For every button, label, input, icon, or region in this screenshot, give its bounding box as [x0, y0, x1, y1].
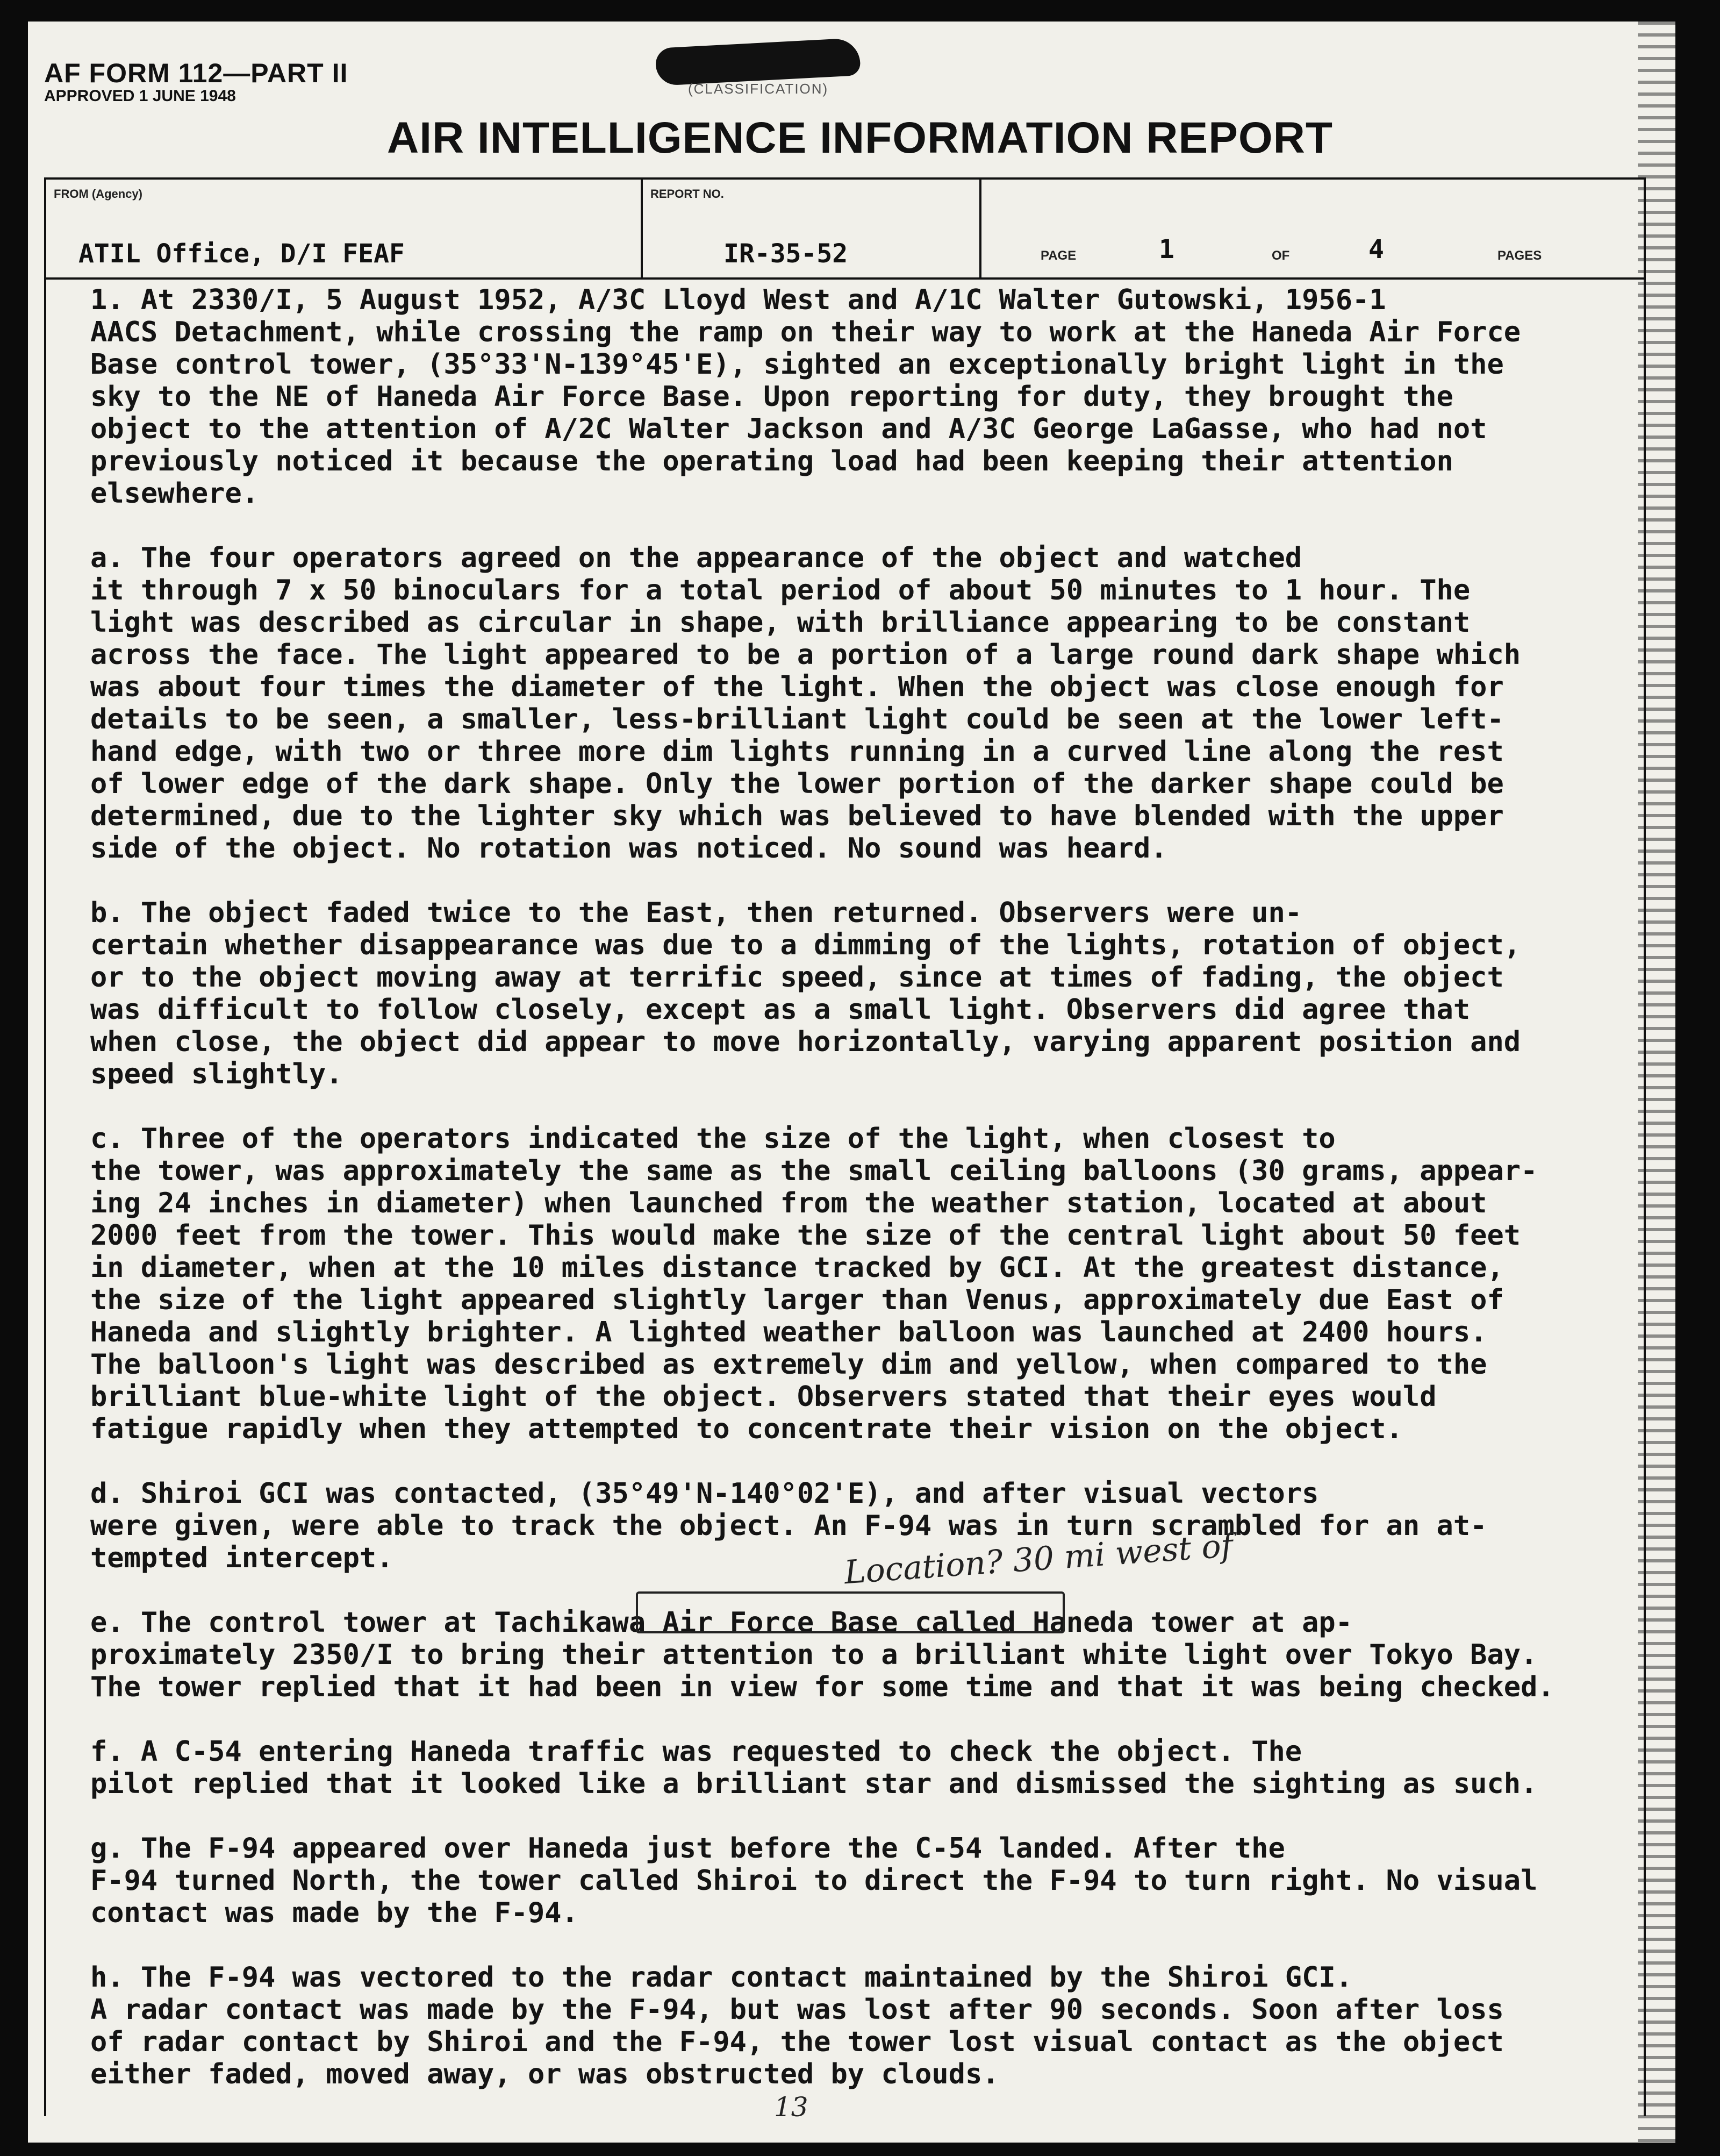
text-line: in diameter, when at the 10 miles distance tracked by GCI. At the greatest distance,: [90, 1252, 1504, 1284]
text-line: 1. At 2330/I, 5 August 1952, A/3C Lloyd West and A/1C Walter Gutowski, 1956-1: [90, 284, 1386, 316]
text-line: it through 7 x 50 binoculars for a total period of about 50 minutes to 1 hour. The: [90, 574, 1471, 606]
text-line: F-94 turned North, the tower called Shiroi to direct the F-94 to turn right. No visual: [90, 1865, 1538, 1897]
from-label: FROM (Agency): [54, 187, 142, 201]
report-number-label: REPORT NO.: [650, 187, 724, 201]
report-number-value: IR-35-52: [723, 239, 848, 269]
text-line: when close, the object did appear to move horizontally, varying apparent position and: [90, 1026, 1521, 1058]
pages-label: PAGES: [1497, 248, 1542, 263]
text-line: certain whether disappearance was due to a dimming of the lights, rotation of object,: [90, 929, 1521, 961]
text-line: Haneda and slightly brighter. A lighted weather balloon was launched at 2400 hours.: [90, 1316, 1487, 1348]
paragraph-1: [90, 284, 1654, 510]
text-line: The tower replied that it had been in view for some time and that it was being checked.: [90, 1671, 1554, 1703]
text-line: AACS Detachment, while crossing the ramp on their way to work at the Haneda Air Force: [90, 316, 1521, 348]
of-label: OF: [1272, 248, 1290, 263]
text-line: e. The control tower at Tachikawa Air Force Base called Haneda tower at ap-: [90, 1607, 1352, 1639]
paragraph-g: [90, 1832, 1654, 1929]
text-line: b. The object faded twice to the East, then returned. Observers were un-: [90, 897, 1302, 929]
text-line: f. A C-54 entering Haneda traffic was requested to check the object. The: [90, 1736, 1302, 1768]
from-value: ATIL Office, D/I FEAF: [78, 239, 405, 269]
text-line: tempted intercept.: [90, 1542, 393, 1574]
paragraph-c: [90, 1123, 1654, 1445]
text-line: fatigue rapidly when they attempted to concentrate their vision on the object.: [90, 1413, 1403, 1445]
handwritten-annotation: Location? 30 mi west of: [843, 1526, 1234, 1592]
text-line: object to the attention of A/2C Walter Jackson and A/3C George LaGasse, who had not: [90, 413, 1487, 445]
text-line: across the face. The light appeared to be a portion of a large round dark shape which: [90, 639, 1521, 671]
text-line: brilliant blue-white light of the object. Observers stated that their eyes would: [90, 1381, 1437, 1413]
text-line: d. Shiroi GCI was contacted, (35°49'N-140°02'E), and after visual vectors: [90, 1477, 1319, 1510]
text-line: or to the object moving away at terrific speed, since at times of fading, the object: [90, 961, 1504, 994]
report-title: AIR INTELLIGENCE INFORMATION REPORT: [386, 113, 1333, 162]
paragraph-b: [90, 897, 1654, 1090]
text-line: proximately 2350/I to bring their attention to a brilliant white light over Tokyo Bay.: [90, 1639, 1538, 1671]
text-line: speed slightly.: [90, 1058, 343, 1090]
text-line: determined, due to the lighter sky which was believed to have blended with the upper: [90, 800, 1504, 832]
text-line: the size of the light appeared slightly larger than Venus, approximately due East of: [90, 1284, 1504, 1316]
text-line: h. The F-94 was vectored to the radar contact maintained by the Shiroi GCI.: [90, 1961, 1352, 1994]
form-number: AF FORM 112—PART II: [44, 58, 348, 88]
text-line: g. The F-94 appeared over Haneda just before the C-54 landed. After the: [90, 1832, 1285, 1865]
handwritten-box-mark: [636, 1591, 1065, 1633]
text-line: 2000 feet from the tower. This would make the size of the central light about 50 feet: [90, 1219, 1521, 1252]
text-line: Base control tower, (35°33'N-139°45'E), sighted an exceptionally bright light in the: [90, 348, 1504, 381]
text-line: previously noticed it because the operating load had been keeping their attention: [90, 445, 1453, 477]
text-line: The balloon's light was described as extremely dim and yellow, when compared to the: [90, 1348, 1487, 1381]
handwritten-page-mark: 13: [774, 2091, 808, 2123]
text-line: were given, were able to track the object. An F-94 was in turn scrambled for an at-: [90, 1510, 1487, 1542]
page-number: 1: [1159, 234, 1174, 265]
text-line: ing 24 inches in diameter) when launched from the weather station, located at about: [90, 1187, 1487, 1219]
text-line: A radar contact was made by the F-94, but was lost after 90 seconds. Soon after loss: [90, 1994, 1504, 2026]
text-line: of radar contact by Shiroi and the F-94, the tower lost visual contact as the object: [90, 2026, 1504, 2058]
from-cell: [46, 180, 643, 277]
paragraph-f: [90, 1736, 1654, 1800]
text-line: light was described as circular in shape, with brilliance appearing to be constant: [90, 606, 1471, 639]
text-line: either faded, moved away, or was obstructed by clouds.: [90, 2058, 999, 2090]
text-line: contact was made by the F-94.: [90, 1897, 578, 1929]
text-line: was about four times the diameter of the light. When the object was close enough for: [90, 671, 1504, 703]
text-line: the tower, was approximately the same as the small ceiling balloons (30 grams, appear-: [90, 1155, 1538, 1187]
text-line: of lower edge of the dark shape. Only the lower portion of the darker shape could be: [90, 768, 1504, 800]
classification-label: (CLASSIFICATION): [688, 81, 829, 97]
text-line: a. The four operators agreed on the appearance of the object and watched: [90, 542, 1302, 574]
page-label: PAGE: [1041, 248, 1077, 263]
text-line: c. Three of the operators indicated the size of the light, when closest to: [90, 1123, 1336, 1155]
report-number-cell: [643, 180, 981, 277]
text-line: was difficult to follow closely, except as a small light. Observers did agree that: [90, 994, 1471, 1026]
form-identifier: [44, 59, 348, 104]
report-body: [90, 284, 1654, 2090]
text-line: sky to the NE of Haneda Air Force Base. Upon reporting for duty, they brought the: [90, 381, 1453, 413]
text-line: pilot replied that it looked like a brilliant star and dismissed the sighting as such.: [90, 1768, 1538, 1800]
total-pages: 4: [1368, 234, 1384, 265]
text-line: elsewhere.: [90, 477, 259, 510]
page-count-cell: [981, 180, 1644, 277]
text-line: hand edge, with two or three more dim lights running in a curved line along the rest: [90, 736, 1504, 768]
form-approval-date: APPROVED 1 JUNE 1948: [44, 87, 236, 105]
text-line: side of the object. No rotation was noticed. No sound was heard.: [90, 832, 1167, 865]
report-header-table: [44, 177, 1646, 280]
paragraph-a: [90, 542, 1654, 865]
paragraph-h: [90, 1961, 1654, 2090]
text-line: details to be seen, a smaller, less-brilliant light could be seen at the lower left-: [90, 703, 1504, 736]
